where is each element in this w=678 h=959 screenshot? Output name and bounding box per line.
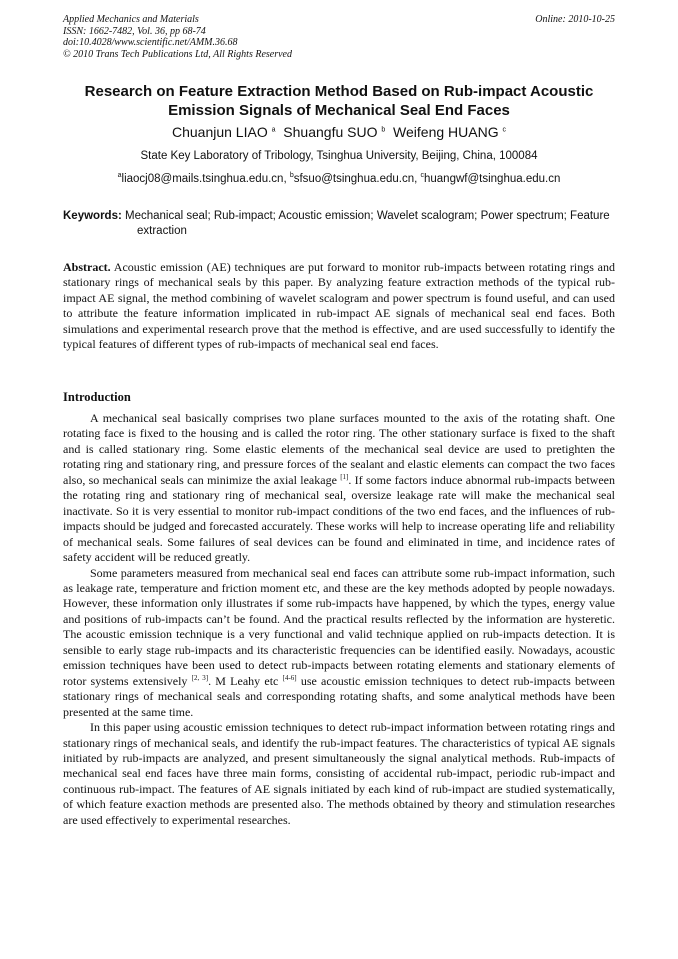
abstract-text: Acoustic emission (AE) techniques are put forward to monitor rub-impacts between rotating rings and stationary rings of mechanical seals by this paper. By analyzing feature extraction methods of the typical rub-impact AE signal, the method combining of wavelet scalogram and power spectrum is found useful, and can used to attribute the feature information implicated in rub-impact AE signals of mechanical seal end faces. Both simulations and experimental research prove that the method is effective, and are used successfully to identify the typical features of different types of rub-impacts of mechanical seal end faces.: [63, 260, 615, 352]
issn-line: ISSN: 1662-7482, Vol. 36, pp 68-74: [63, 25, 206, 37]
citation: [1]: [340, 472, 349, 481]
email-address[interactable]: liaocj08@mails.tsinghua.edu.cn: [121, 173, 284, 185]
author-mark: c: [502, 126, 506, 134]
section-heading-introduction: Introduction: [63, 390, 131, 404]
online-date: Online: 2010-10-25: [535, 14, 615, 25]
paragraph-text: In this paper using acoustic emission techniques to detect rub-impact information between rotating rings and stationary rings of mechanical seals, and identify the rub-impact features. The characteristics of typical AE signals initiated by rub-impacts are analyzed, and present simultaneously the signal analytical methods. Rub-impacts of mechanical seal end faces have three main forms, consisting of accidental rub-impact, periodic rub-impact and continuous rub-impact. The features of AE signals initiated by each kind of rub-impact are studied systematically, of which feature exaction methods are presented also. The methods obtained by theory and stimulation researches are used effectively to experimental researches.: [63, 720, 615, 827]
author-mark: b: [381, 126, 386, 134]
author-list: [63, 124, 615, 141]
paragraph-text: . M Leahy etc: [208, 673, 283, 688]
paragraph-text: Some parameters measured from mechanical seal end faces can attribute some rub-impact information, such as leakage rate, temperature and friction moment etc, and these are the key methods adopted by people nowadays. However, these information only illustrates if some rub-impacts have happened, by which the types, energy value and positions of rub-impacts can’t be found. And the practical results reflected by the information are hysteretic. The acoustic emission technique is a very functional and valid technique applied on rub-impacts detection. It is sensible to early stage rub-impacts and its characteristic frequencies can be identified easily. Nowadays, acoustic emission techniques have been used to detect rub-impacts between rotating elements and stationary elements of rotor systems extensively: [63, 565, 615, 688]
paragraph-text: A mechanical seal basically comprises two plane surfaces mounted to the axis of the rotating shaft. One rotating face is fixed to the housing and is called the rotor ring. The other stationary surface is fixed to the shaft and is called stationary ring. Some elastic elements of the mechanical seal device are used to pretighten the rotating ring and stationary ring, and pressure forces of the sealant and elastic elements can compact the two faces also, so mechanical seals can minimize the axial leakage: [63, 411, 615, 487]
email-address[interactable]: sfsuo@tsinghua.edu.cn: [293, 173, 415, 185]
author-name: Weifeng HUANG: [393, 124, 499, 140]
journal-header: [63, 14, 615, 60]
paragraph: [63, 566, 615, 721]
paper-title: Research on Feature Extraction Method Based on Rub-impact Acoustic Emission Signals of Mechanical Seal End Faces: [84, 83, 594, 119]
copyright-line: © 2010 Trans Tech Publications Ltd, All Rights Reserved: [63, 48, 292, 60]
affiliation: State Key Laboratory of Tribology, Tsinghua University, Beijing, China, 100084: [140, 150, 538, 162]
email-mark: b: [289, 172, 294, 180]
paragraph-text: use acoustic emission techniques to detect rub-impacts between stationary rings of mechanical seals and corresponding rotating shafts, and some analytical methods have been presented at the same time.: [63, 673, 615, 719]
paragraph: [63, 411, 615, 566]
email-address[interactable]: huangwf@tsinghua.edu.cn: [424, 173, 561, 185]
keywords: [63, 209, 615, 238]
introduction-body: [63, 411, 615, 828]
journal-name: Applied Mechanics and Materials: [63, 14, 199, 25]
abstract: [63, 260, 615, 352]
paragraph-text: . If some factors induce abnormal rub-impacts between the rotating ring and stationary ring of mechanical seal, oversize leakage rate will make the mechanical seal inactivate. So it is very essential to monitor rub-impact conditions of the two end faces, and the influences of rub-impacts should be judged and forecasted accurately. These works will help to increase operating life and reliability of mechanical seals. Some failures of seal devices can be found and eliminated in time, and incidence rates of safety accident will be reduced greatly.: [63, 472, 615, 565]
email-mark: a: [117, 172, 122, 180]
author-mark: a: [271, 126, 276, 134]
keywords-label: Keywords:: [63, 210, 122, 222]
abstract-label: Abstract.: [63, 260, 111, 274]
citation: [4-6]: [282, 673, 297, 682]
author-name: Chuanjun LIAO: [171, 124, 268, 140]
citation: [2, 3]: [191, 673, 209, 682]
keywords-text: Mechanical seal; Rub-impact; Acoustic emission; Wavelet scalogram; Power spectrum; Feature extraction: [125, 210, 610, 237]
doi-line: doi:10.4028/www.scientific.net/AMM.36.68: [63, 37, 238, 48]
paragraph: [63, 720, 615, 828]
email-mark: c: [420, 172, 424, 180]
email-list: $^a$liaocj08@mails.tsinghua.edu.cn, $^b$sfsuo@tsinghua.edu.cn, $^c$huangwf@tsinghua.edu.cn: [117, 172, 561, 185]
author-name: Shuangfu SUO: [283, 124, 378, 140]
